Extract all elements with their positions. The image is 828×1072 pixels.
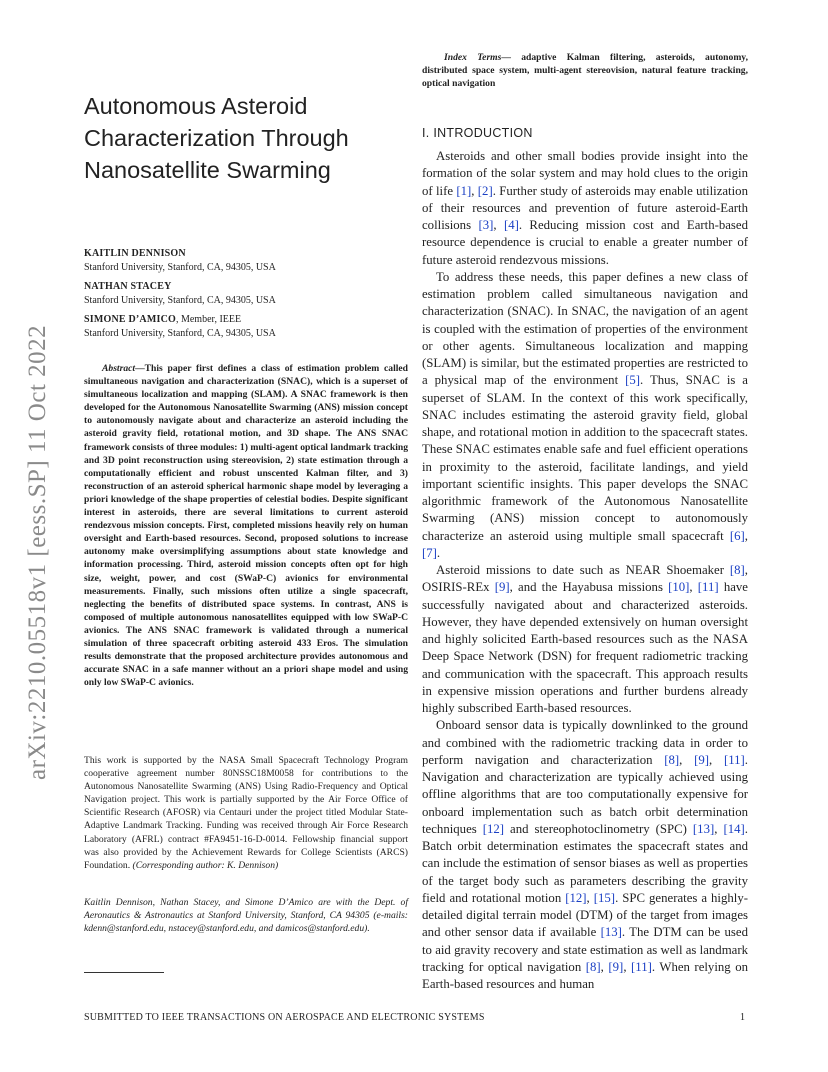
section-heading: I. INTRODUCTION	[422, 126, 533, 140]
citation-link[interactable]: [12]	[482, 821, 505, 836]
index-terms-text: — adaptive Kalman filtering, asteroids, autonomy, distributed space system, multi-agent stereovision, natural feature tracking, optical navigation	[422, 52, 748, 90]
citation-link[interactable]: [8]	[729, 563, 745, 577]
footnote-rule	[84, 972, 164, 973]
index-terms-label: Index Terms	[444, 52, 502, 63]
abstract-text: —This paper first defines a class of estimation problem called simultaneous navigation and characterization (SNAC), which is a superset of simultaneous localization and mapping (SLAM). A SNAC framework is then developed for the Autonomous Nanosatellite Swarming (ANS) mission concept to autonomously navigate about and characterize an asteroid including the asteroid gravity field, rotational motion, and 3D shape. The ANS SNAC framework consists of three modules: 1) multi-agent optical landmark tracking and 3D point reconstruction using stereovision, 2) state estimation through a computationally efficient and robust unscented Kalman filter, and 3) reconstruction of an asteroid spherical harmonic shape model by leveraging a priori knowledge of the shape properties of celestial bodies. Despite significant interest in asteroids, there are several limitations to current asteroid rendezvous mission concepts. First, completed missions heavily rely on human oversight and Earth-based resources. Second, proposed solutions to increase autonomy make oversimplifying assumptions about state knowledge and information processing. Third, asteroid mission concepts often opt for high size, weight, power, and cost (SWaP-C) avionics for environmental measurements. Finally, such missions often utilize a single spacecraft, neglecting the benefits of distributed space systems. In contrast, ANS is composed of multiple autonomous nanosatellites equipped with low SWaP-C avionics. The ANS SNAC framework is validated through a numerical simulation of three spacecraft orbiting asteroid 433 Eros. The simulation results demonstrate that the proposed architecture provides autonomous and accurate SNAC in a safe manner without an a priori shape model and using only low SWaP-C avionics.	[84, 363, 408, 689]
arxiv-stamp	[24, 280, 56, 780]
citation-link[interactable]: [10]	[668, 580, 690, 595]
author-name: SIMONE D’AMICO	[84, 314, 176, 325]
citation-link[interactable]: [7]	[422, 545, 437, 560]
author-name: KAITLIN DENNISON	[84, 248, 186, 259]
arxiv-stamp-text: arXiv:2210.05518v1 [eess.SP] 11 Oct 2022	[24, 324, 51, 780]
author-list	[84, 247, 408, 346]
citation-link[interactable]: [12]	[565, 890, 587, 905]
citation-link[interactable]: [13]	[600, 925, 622, 940]
author-affiliation: Stanford University, Stanford, CA, 94305, USA	[84, 294, 276, 306]
citation-link[interactable]: [11]	[697, 580, 719, 595]
citation-link[interactable]: [9]	[694, 752, 710, 767]
author-affiliation: Stanford University, Stanford, CA, 94305, USA	[84, 261, 276, 273]
author-role: , Member, IEEE	[175, 314, 242, 325]
citation-link[interactable]: [11]	[631, 959, 652, 974]
footer-journal: SUBMITTED TO IEEE TRANSACTIONS ON AEROSPACE AND ELECTRONIC SYSTEMS	[84, 1012, 485, 1023]
author-affiliation: Stanford University, Stanford, CA, 94305, USA	[84, 327, 276, 339]
author-block	[84, 313, 408, 340]
paper-title: Autonomous Asteroid Characterization Through Nanosatellite Swarming	[84, 93, 349, 183]
author-name: NATHAN STACEY	[84, 281, 172, 292]
citation-link[interactable]: [8]	[585, 959, 601, 974]
index-terms	[422, 51, 748, 90]
citation-link[interactable]: [11]	[723, 752, 745, 767]
citation-link[interactable]: [8]	[664, 752, 680, 767]
introduction-body	[422, 148, 748, 993]
abstract-label: Abstract	[102, 363, 136, 374]
affiliation-footnote: Kaitlin Dennison, Nathan Stacey, and Simone D’Amico are with the Dept. of Aeronautics & Astronautics at Stanford University, Stanford, CA 94305 (e-mails: kdenn@stanford.edu, nstacey@stanford.edu, and damicos@stanford.edu).	[84, 897, 408, 935]
citation-link[interactable]: [15]	[593, 890, 616, 905]
funding-text: This work is supported by the NASA Small Spacecraft Technology Program cooperative agreement number 80NSSC18M0058 for contributions to the Autonomous Nanosatellite Swarming (ANS) Using Radio-Frequency and Optical Navigation project. This work is partially supported by the Air Force Office of Scientific Research (AFOSR) via Centauri under the project titled Modular State-Adaptive Landmark Tracking. Funding was received through Air Force Research Laboratory (AFRL) contract #FA9451-16-D-0014. Fellowship financial support was also provided by the Achievement Rewards for College Scientists (ARCS) Foundation.	[84, 755, 408, 871]
author-block	[84, 247, 408, 274]
citation-link[interactable]: [5]	[625, 373, 641, 388]
citation-link[interactable]: [9]	[608, 959, 624, 974]
body-paragraph: Asteroids and other small bodies provide insight into the formation of the solar system and may hold clues to the origin of life [1], [2]. Further study of asteroids may enable utilization of their resources and prevention of future asteroid-Earth collisions [3], [4]. Reducing mission cost and Earth-based resource dependence is crucial to enable a greater number of future asteroid rendezvous missions.	[422, 149, 748, 267]
citation-link[interactable]: [13]	[692, 821, 715, 836]
citation-link[interactable]: [14]	[723, 821, 745, 836]
citation-link[interactable]: [2]	[477, 183, 493, 198]
author-block	[84, 280, 408, 307]
citation-link[interactable]: [1]	[456, 183, 472, 198]
citation-link[interactable]: [6]	[729, 528, 745, 543]
citation-link[interactable]: [3]	[478, 218, 494, 232]
page-number: 1	[740, 1012, 746, 1023]
body-paragraph: Onboard sensor data is typically downlinked to the ground and combined with the radiometric tracking data in order to perform navigation and characterization [8], [9], [11]. Navigation and characterization are typically achieved using offline algorithms that are too computationally expensive for onboard implementation such as batch orbit determination techniques [12] and stereophotoclinometry (SPC) [13], [14]. Batch orbit determination estimates the spacecraft states and can include the estimation of sensor biases as well as properties of the target body such as parameters describing the gravity field and rotational motion [12], [15]. SPC generates a highly-detailed digital terrain model (DTM) of the target from images and other sensor data if available [13]. The DTM can be used to aid gravity recovery and state estimation as well as landmark tracking for optical navigation [8], [9], [11]. When relying on Earth-based resources and human	[422, 718, 748, 991]
body-paragraph: To address these needs, this paper defines a new class of estimation problem called simultaneous navigation and characterization (SNAC). In SNAC, the navigation of an agent is coupled with the estimation of properties of the environment or other agents. Simultaneous localization and mapping (SLAM) is similar, but the estimated properties are restricted to a physical map of the environment [5]. Thus, SNAC is a superset of SLAM. In the context of this work specifically, SNAC includes estimating the asteroid gravity field, global shape, and rotational motion in addition to the spacecraft states. These SNAC estimates enable safe and fuel efficient operations in proximity to the asteroid, facilitate landings, and yield important scientific insights. This paper develops the SNAC algorithmic framework of the Autonomous Nanosatellite Swarming (ANS) mission concept to autonomously characterize an asteroid using multiple small spacecraft [6], [7].	[422, 269, 748, 560]
citation-link[interactable]: [4]	[503, 218, 519, 232]
body-paragraph: Asteroid missions to date such as NEAR Shoemaker [8], OSIRIS-REx [9], and the Hayabusa missions [10], [11] have successfully navigated about and characterized asteroids. However, they have depended extensively on human oversight and highly solicited Earth-based resources such as the NASA Deep Space Network (DSN) for frequent radiometric tracking and communication with the spacecraft. This approach results in expensive mission operations and further burdens already highly subscribed Earth-based resources.	[422, 563, 748, 715]
citation-link[interactable]: [9]	[494, 580, 510, 595]
abstract	[84, 362, 408, 689]
funding-footnote	[84, 754, 408, 872]
corresponding-author: (Corresponding author: K. Dennison)	[132, 859, 279, 871]
